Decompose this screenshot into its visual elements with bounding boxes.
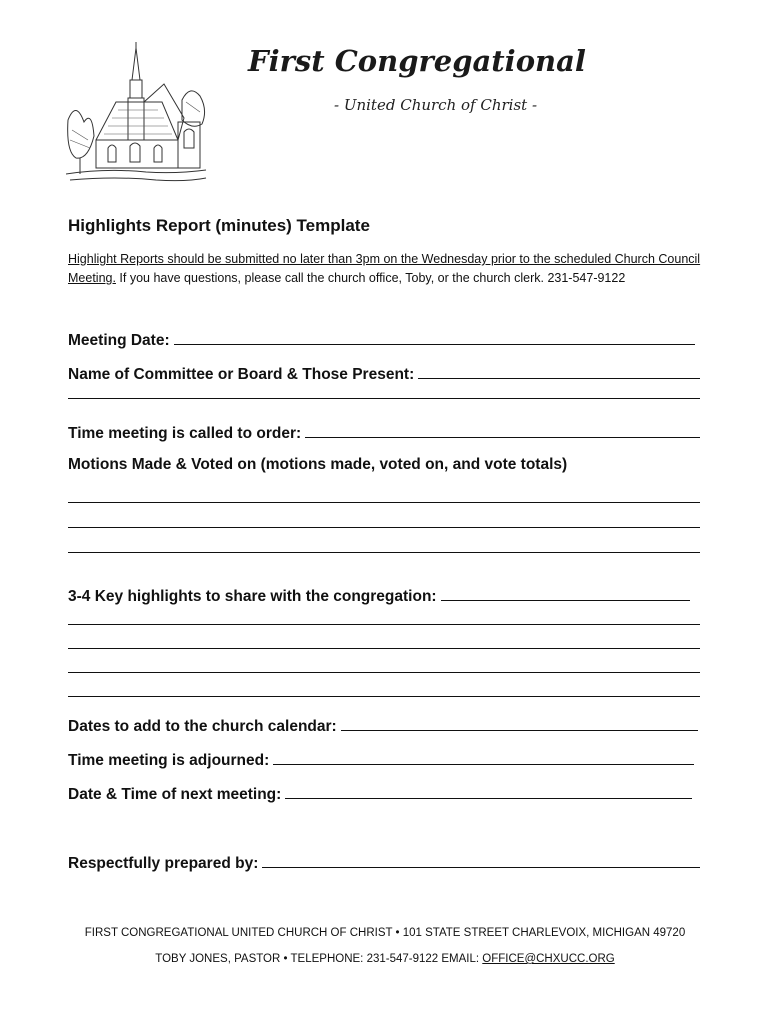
adjourned-field[interactable] bbox=[68, 750, 694, 770]
time-called-field[interactable] bbox=[68, 423, 700, 443]
footer-pastor-phone: TOBY JONES, PASTOR • TELEPHONE: 231-547-9122 EMAIL: bbox=[155, 953, 483, 965]
highlights-blank[interactable] bbox=[441, 586, 690, 601]
footer-address: FIRST CONGREGATIONAL UNITED CHURCH OF CHRIST • 101 STATE STREET CHARLEVOIX, MICHIGAN 49720 bbox=[84, 927, 686, 939]
meeting-date-field[interactable] bbox=[68, 330, 695, 350]
time-called-blank[interactable] bbox=[305, 423, 700, 438]
next-meeting-blank[interactable] bbox=[285, 784, 692, 799]
form-heading: Highlights Report (minutes) Template bbox=[68, 216, 370, 235]
meeting-date-label: Meeting Date: bbox=[68, 332, 170, 349]
highlights-label: 3-4 Key highlights to share with the congregation: bbox=[68, 588, 437, 605]
calendar-dates-label: Dates to add to the church calendar: bbox=[68, 718, 337, 735]
prepared-by-label: Respectfully prepared by: bbox=[68, 855, 259, 872]
motions-blank-line[interactable] bbox=[68, 502, 700, 503]
committee-blank[interactable] bbox=[418, 364, 700, 379]
motions-blank-line[interactable] bbox=[68, 527, 700, 528]
highlights-field[interactable] bbox=[68, 586, 690, 606]
adjourned-blank[interactable] bbox=[273, 750, 694, 765]
adjourned-label: Time meeting is adjourned: bbox=[68, 752, 270, 769]
motions-label: Motions Made & Voted on (motions made, voted on, and vote totals) bbox=[68, 456, 568, 473]
footer-contact bbox=[0, 953, 770, 965]
committee-blank-line[interactable] bbox=[68, 398, 700, 399]
time-called-label: Time meeting is called to order: bbox=[68, 425, 302, 442]
calendar-dates-field[interactable] bbox=[68, 716, 698, 736]
next-meeting-field[interactable] bbox=[68, 784, 692, 804]
church-name-title: First Congregational bbox=[248, 44, 586, 78]
footer-email-link[interactable]: OFFICE@CHXUCC.ORG bbox=[482, 953, 615, 965]
submission-deadline-text: Highlight Reports should be submitted no later than 3pm on the Wednesday prior to the scheduled Church Council Meeting. bbox=[68, 252, 701, 285]
highlights-blank-line[interactable] bbox=[68, 648, 700, 649]
calendar-dates-blank[interactable] bbox=[341, 716, 698, 731]
next-meeting-label: Date & Time of next meeting: bbox=[68, 786, 282, 803]
church-subtitle: - United Church of Christ - bbox=[334, 96, 538, 114]
prepared-by-blank[interactable] bbox=[262, 853, 700, 868]
motions-field bbox=[68, 456, 567, 474]
meeting-date-blank[interactable] bbox=[174, 330, 695, 345]
highlights-blank-line[interactable] bbox=[68, 624, 700, 625]
highlights-blank-line[interactable] bbox=[68, 696, 700, 697]
prepared-by-field[interactable] bbox=[68, 853, 700, 873]
highlights-blank-line[interactable] bbox=[68, 672, 700, 673]
form-instructions bbox=[68, 250, 708, 288]
motions-blank-line[interactable] bbox=[68, 552, 700, 553]
committee-field[interactable] bbox=[68, 364, 700, 384]
contact-info-text: If you have questions, please call the church office, Toby, or the church clerk. 231-547-9122 bbox=[115, 271, 626, 285]
committee-label: Name of Committee or Board & Those Present: bbox=[68, 366, 415, 383]
church-illustration bbox=[66, 40, 208, 186]
